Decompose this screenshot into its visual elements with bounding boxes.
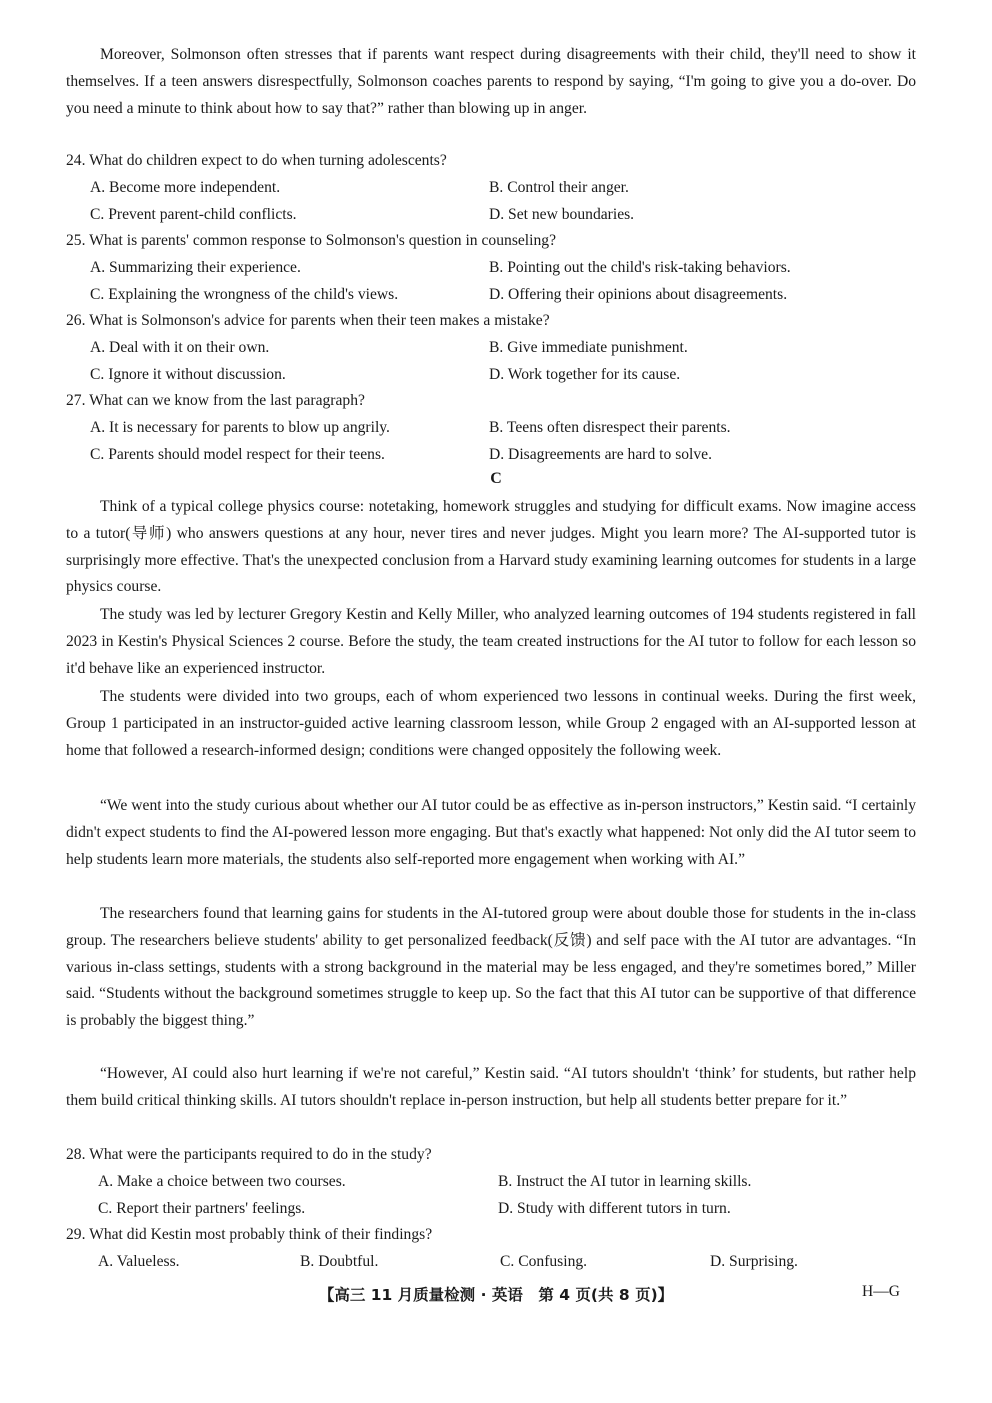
question-29-option-c[interactable]: C. Confusing. (500, 1253, 588, 1270)
question-28-option-d[interactable]: D. Study with different tutors in turn. (498, 1200, 731, 1217)
question-25-option-d[interactable]: D. Offering their opinions about disagreements. (489, 286, 788, 303)
question-28-option-b[interactable]: B. Instruct the AI tutor in learning skills. (498, 1173, 752, 1190)
question-29-option-d[interactable]: D. Surprising. (710, 1253, 798, 1270)
question-27-option-b[interactable]: B. Teens often disrespect their parents. (489, 419, 731, 436)
question-24-option-c[interactable]: C. Prevent parent-child conflicts. (90, 206, 297, 223)
question-27-option-d[interactable]: D. Disagreements are hard to solve. (489, 446, 713, 463)
page-footer: 【高三 11 月质量检测 · 英语 第 4 页(共 8 页)】 (318, 1286, 674, 1304)
section-c-heading: C (490, 470, 502, 487)
passage-c-paragraph-1: Think of a typical college physics course: notetaking, homework struggles and studying for difficult exams. Now imagine access to a tutor(导师) who answers questions at any hour, never tires and never judges. Might you learn more? The AI-supported tutor is surprisingly more effective. That's the unexpected conclusion from a Harvard study examining learning outcomes for students in a large physics course. (66, 498, 916, 596)
question-25-stem: 25. What is parents' common response to Solmonson's question in counseling? (66, 232, 556, 249)
question-24-stem: 24. What do children expect to do when turning adolescents? (66, 152, 447, 169)
question-29-stem: 29. What did Kestin most probably think of their findings? (66, 1226, 433, 1243)
question-26-option-b[interactable]: B. Give immediate punishment. (489, 339, 688, 356)
question-26-stem: 26. What is Solmonson's advice for parents when their teen makes a mistake? (66, 312, 550, 329)
passage-c-paragraph-5: The researchers found that learning gains for students in the AI-tutored group were about double those for students in the in-class group. The researchers believe students' ability to get personalized feedback(反馈) and self pace with the AI tutor are advantages. “In various in-class settings, students with a strong background in the material may be less engaged, and they're sometimes bored,” Miller said. “Students without the background sometimes struggle to keep up. So the fact that this AI tutor can be supportive of that difference is probably the biggest thing.” (66, 905, 916, 1030)
question-26-option-d[interactable]: D. Work together for its cause. (489, 366, 681, 383)
paper-code: H—G (862, 1283, 900, 1300)
question-26-option-c[interactable]: C. Ignore it without discussion. (90, 366, 286, 383)
question-26-option-a[interactable]: A. Deal with it on their own. (90, 339, 270, 356)
question-24-option-a[interactable]: A. Become more independent. (90, 179, 281, 196)
question-27-stem: 27. What can we know from the last paragraph? (66, 392, 365, 409)
question-25-option-a[interactable]: A. Summarizing their experience. (90, 259, 301, 276)
question-29-option-a[interactable]: A. Valueless. (98, 1253, 180, 1270)
passage-c-paragraph-4: “We went into the study curious about whether our AI tutor could be as effective as in-person instructors,” Kestin said. “I certainly didn't expect students to find the AI-powered lesson more engaging. But that's exactly what happened: Not only did the AI tutor seem to help students learn more materials, the students also self-reported more engagement when working with AI.” (66, 797, 916, 868)
question-27-option-a[interactable]: A. It is necessary for parents to blow up angrily. (90, 419, 390, 436)
question-25-option-b[interactable]: B. Pointing out the child's risk-taking behaviors. (489, 259, 791, 276)
question-28-stem: 28. What were the participants required to do in the study? (66, 1146, 432, 1163)
question-27-option-c[interactable]: C. Parents should model respect for their teens. (90, 446, 385, 463)
passage-c-paragraph-3: The students were divided into two groups, each of whom experienced two lessons in continual weeks. During the first week, Group 1 participated in an instructor-guided active learning classroom lesson, while Group 2 engaged with an AI-supported lesson at home that followed a research-informed design; conditions were changed oppositely the following week. (66, 688, 916, 759)
passage-b-last-paragraph: Moreover, Solmonson often stresses that if parents want respect during disagreements with their child, they'll need to show it themselves. If a teen answers disrespectfully, Solmonson coaches parents to respond by saying, “I'm going to give you a do-over. Do you need a minute to think about how to say that?” rather than blowing up in anger. (66, 46, 916, 117)
question-24-option-b[interactable]: B. Control their anger. (489, 179, 629, 196)
passage-c-paragraph-6: “However, AI could also hurt learning if we're not careful,” Kestin said. “AI tutors shouldn't ‘think’ for students, but rather help them build critical thinking skills. AI tutors shouldn't replace in-person instruction, but help all students better prepare for it.” (66, 1065, 916, 1109)
passage-c-paragraph-2: The study was led by lecturer Gregory Kestin and Kelly Miller, who analyzed learning outcomes of 194 students registered in fall 2023 in Kestin's Physical Sciences 2 course. Before the study, the team created instructions for the AI tutor to follow for each lesson so it'd behave like an experienced instructor. (66, 606, 916, 677)
question-28-option-c[interactable]: C. Report their partners' feelings. (98, 1200, 306, 1217)
question-24-option-d[interactable]: D. Set new boundaries. (489, 206, 635, 223)
question-29-option-b[interactable]: B. Doubtful. (300, 1253, 379, 1270)
question-25-option-c[interactable]: C. Explaining the wrongness of the child's views. (90, 286, 399, 303)
question-28-option-a[interactable]: A. Make a choice between two courses. (98, 1173, 346, 1190)
